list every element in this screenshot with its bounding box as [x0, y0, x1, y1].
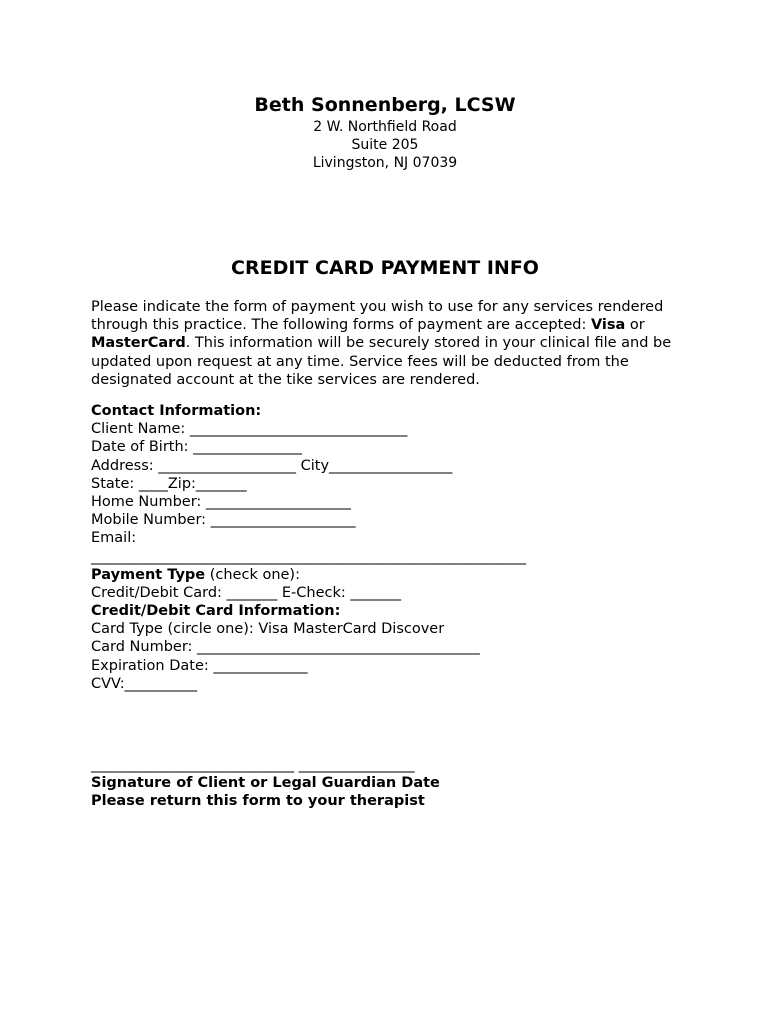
- intro-visa: Visa: [590, 317, 626, 334]
- email-label: Email:: [91, 530, 137, 547]
- address-line-3: Livingston, NJ 07039: [312, 155, 458, 171]
- letterhead: [0, 92, 770, 172]
- signature-label: Signature of Client or Legal Guardian Date: [91, 775, 440, 792]
- practitioner-name: Beth Sonnenberg, LCSW: [254, 94, 516, 116]
- return-note: Please return this form to your therapist: [91, 793, 425, 810]
- address-line-1: 2 W. Northfield Road: [313, 119, 457, 135]
- address-city-field: [91, 457, 691, 475]
- email-line: ____________________________________________________________: [91, 548, 526, 565]
- intro-or: or: [625, 317, 645, 334]
- state-zip-field: State: ____Zip:_______: [91, 475, 247, 492]
- intro-text-1: Please indicate the form of payment you wish to use for any services rendered through this practice. The following forms of payment are accepted:: [91, 299, 664, 334]
- payment-methods-field: Credit/Debit Card: _______ E-Check: _______: [91, 584, 402, 601]
- address-field: Address: ___________________: [91, 457, 301, 474]
- payment-type-line: [91, 566, 691, 584]
- mobile-number-field: Mobile Number: ____________________: [91, 512, 356, 529]
- form-fields: [91, 402, 691, 693]
- card-info-heading: Credit/Debit Card Information:: [91, 603, 341, 620]
- signature-block: [91, 756, 440, 811]
- contact-heading: Contact Information:: [91, 403, 262, 419]
- intro-paragraph: [91, 298, 691, 389]
- city-field: City_________________: [300, 457, 453, 474]
- signature-lines: ____________________________ ________________: [91, 757, 415, 773]
- client-name-field: Client Name: ______________________________: [91, 421, 408, 438]
- home-number-field: Home Number: ____________________: [91, 493, 351, 510]
- payment-check-one: (check one):: [205, 566, 300, 583]
- card-number-field: Card Number: _______________________________________: [91, 639, 480, 656]
- form-title: CREDIT CARD PAYMENT INFO: [231, 257, 539, 279]
- dob-field: Date of Birth: _______________: [91, 439, 302, 456]
- intro-text-2: . This information will be securely stored in your clinical file and be updated upon request at any time. Service fees will be deducted from the designated account at the tike services are rendered.: [91, 335, 672, 388]
- card-type-field: Card Type (circle one): Visa MasterCard Discover: [91, 621, 445, 638]
- expiration-field: Expiration Date: _____________: [91, 657, 308, 674]
- payment-type-heading: Payment Type: [91, 566, 206, 583]
- address-line-2: Suite 205: [351, 137, 419, 153]
- intro-mastercard: MasterCard: [91, 335, 186, 352]
- cvv-field: CVV:__________: [91, 675, 198, 692]
